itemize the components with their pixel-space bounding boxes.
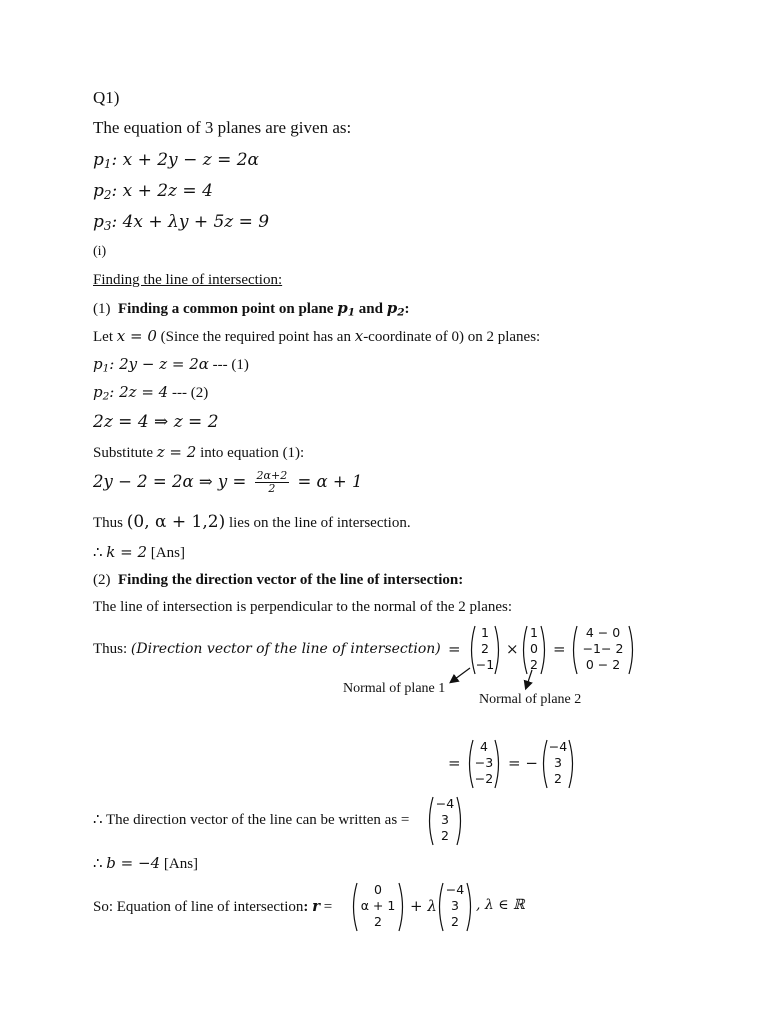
step-2-heading: (2) Finding the direction vector of the line of intersection: bbox=[93, 572, 464, 588]
plane-3-equation: $p_3$: 4x + λy + 5z = 9 bbox=[93, 212, 270, 233]
lambda-domain: , λ ∈ ℝ bbox=[476, 897, 525, 913]
b-answer: ∴ b = −4 [Ans] bbox=[93, 854, 199, 872]
thus-point: Thus (0, α + 1,2) lies on the line of intersection. bbox=[93, 512, 411, 532]
solve-z: 2z = 4 ⇒ z = 2 bbox=[93, 412, 219, 432]
direction-vector bbox=[426, 795, 464, 847]
equals-minus: = − bbox=[508, 754, 538, 772]
plane-2-equation: $p_2$: x + 2z = 4 bbox=[93, 181, 213, 202]
vector-component: −4 bbox=[548, 739, 568, 754]
line-direction-vector bbox=[436, 881, 474, 933]
vector-component: 4 bbox=[480, 739, 488, 754]
normal-2-annotation: Normal of plane 2 bbox=[479, 692, 582, 707]
normal-1-annotation: Normal of plane 1 bbox=[343, 681, 446, 696]
vector-component: 2 bbox=[374, 914, 382, 929]
step-1-heading: (1) Finding a common point on plane $p_1$ and $p_2$: bbox=[93, 299, 410, 319]
vector-component: 3 bbox=[451, 898, 459, 913]
vector-component: 2 bbox=[481, 641, 489, 656]
let-x-statement: Let x = 0 (Since the required point has an x-coordinate of 0) on 2 planes: bbox=[93, 327, 541, 345]
part-label: (i) bbox=[93, 244, 107, 259]
vector-component: 4 − 0 bbox=[585, 625, 621, 640]
vector-component: 3 bbox=[554, 755, 562, 770]
vector-component: 2 bbox=[530, 657, 538, 672]
vector-component: 3 bbox=[441, 812, 449, 827]
vector-component: 2 bbox=[554, 771, 562, 786]
final-equation-label: So: Equation of line of intersection: r = bbox=[93, 897, 333, 915]
point-vector bbox=[350, 881, 406, 933]
fraction: $\frac{2\alpha+2}{2}$ bbox=[256, 469, 288, 495]
perpendicular-statement: The line of intersection is perpendicular to the normal of the 2 planes: bbox=[93, 599, 513, 615]
vector-component: −3 bbox=[474, 755, 494, 770]
equals-sign: = bbox=[448, 754, 461, 772]
substitute-statement: Substitute z = 2 into equation (1): bbox=[93, 443, 305, 461]
intro-text: The equation of 3 planes are given as: bbox=[93, 118, 352, 137]
vector-component: −1 bbox=[475, 657, 495, 672]
vector-component: −1− 2 bbox=[582, 641, 624, 656]
negated-result-vector bbox=[540, 738, 576, 790]
vector-component: 1 bbox=[481, 625, 489, 640]
vector-component: 0 − 2 bbox=[585, 657, 621, 672]
vector-component: −4 bbox=[435, 796, 455, 811]
direction-vector-statement: ∴ The direction vector of the line can be written as = bbox=[93, 812, 410, 828]
vector-component: 0 bbox=[374, 882, 382, 897]
equals-sign: = bbox=[448, 640, 461, 658]
vector-component: −2 bbox=[474, 771, 494, 786]
vector-component: 0 bbox=[530, 641, 538, 656]
equation-2: $p_2$: 2z = 4 --- (2) bbox=[93, 383, 209, 403]
vector-component: 2 bbox=[451, 914, 459, 929]
vector-component: 1 bbox=[530, 625, 538, 640]
cross-symbol: × bbox=[506, 640, 519, 658]
cross-product-label: Thus: (Direction vector of the line of intersection) bbox=[93, 641, 441, 657]
equation-1: $p_1$: 2y − z = 2α --- (1) bbox=[93, 355, 249, 375]
vector-component: −4 bbox=[445, 882, 465, 897]
cross-product-result bbox=[466, 738, 502, 790]
solve-y: 2y − 2 = 2α ⇒ y = $\frac{2\alpha+2}{2}$ = α + 1 bbox=[93, 469, 363, 495]
vector-component: α + 1 bbox=[360, 898, 396, 913]
vector-component: 2 bbox=[441, 828, 449, 843]
plane-1-equation: $p_1$: x + 2y − z = 2α bbox=[93, 150, 260, 171]
equals-sign: = bbox=[553, 640, 566, 658]
section-heading: Finding the line of intersection: bbox=[93, 272, 283, 288]
question-label: Q1) bbox=[93, 88, 120, 107]
plus-lambda: + λ bbox=[410, 897, 437, 915]
k-answer: ∴ k = 2 [Ans] bbox=[93, 543, 185, 561]
